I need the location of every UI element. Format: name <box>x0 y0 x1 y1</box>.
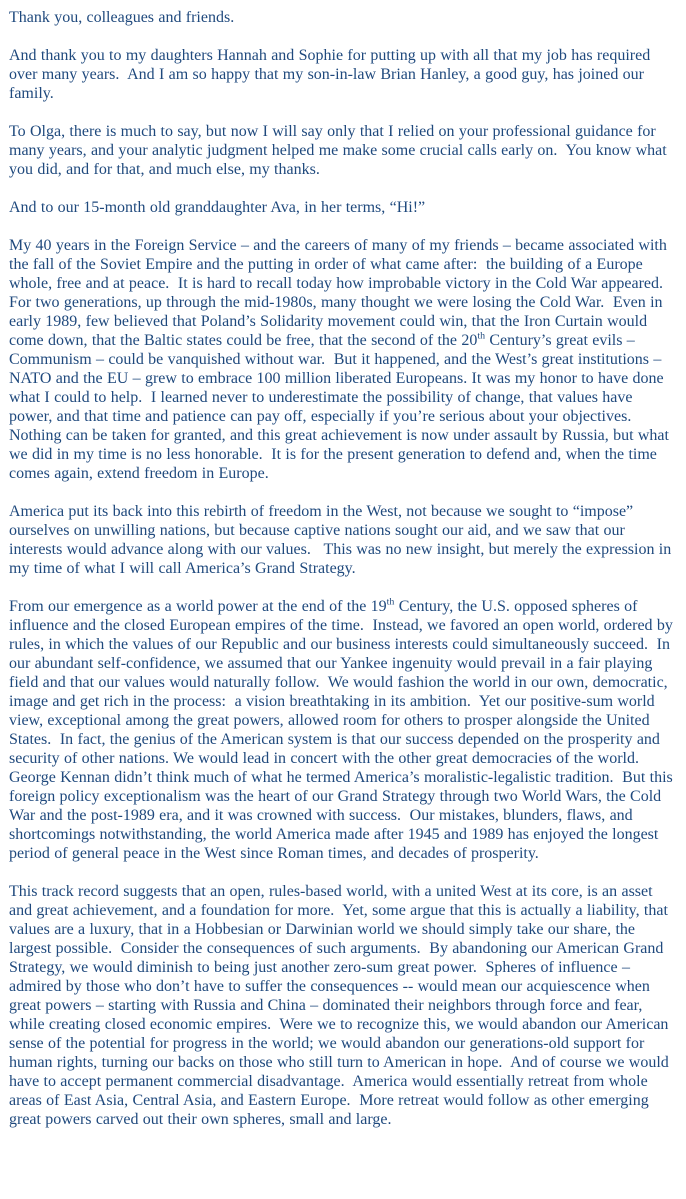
paragraph: From our emergence as a world power at the end of the 19th Century, the U.S. opposed spheres of influence and the closed European empires of the time. Instead, we favored an open world, ordered by rules, in which the values of our Republic and our business interests could simultaneously succeed. In our abundant self-confidence, we assumed that our Yankee ingenuity would prevail in a fair playing field and that our values would naturally follow. We would fashion the world in our own, democratic, image and get rich in the process: a vision breathtaking in its ambition. Yet our positive-sum world view, exceptional among the great powers, allowed room for others to prosper alongside the United States. In fact, the genius of the American system is that our success depended on the prosperity and security of other nations. We would lead in concert with the other great democracies of the world. George Kennan didn’t think much of what he termed America’s moralistic-legalistic tradition. But this foreign policy exceptionalism was the heart of our Grand Strategy through two World Wars, the Cold War and the post-1989 era, and it was crowned with success. Our mistakes, blunders, flaws, and shortcomings notwithstanding, the world America made after 1945 and 1989 has enjoyed the longest period of general peace in the West since Roman times, and decades of prosperity. <box>9 596 678 862</box>
ordinal-superscript: th <box>386 596 395 608</box>
paragraph: And to our 15-month old granddaughter Ava, in her terms, “Hi!” <box>9 199 426 216</box>
paragraph: My 40 years in the Foreign Service – and the careers of many of my friends – became associated with the fall of the Soviet Empire and the putting in order of what came after: the building of a Europe whole, free and at peace. It is hard to recall today how improbable victory in the Cold War appeared. For two generations, up through the mid-1980s, many thought we were losing the Cold War. Even in early 1989, few believed that Poland’s Solidarity movement could win, that the Iron Curtain would come down, that the Baltic states could be free, that the second of the 20th Century’s great evils – Communism – could be vanquished without war. But it happened, and the West’s great institutions – NATO and the EU – grew to embrace 100 million liberated Europeans. It was my honor to have done what I could to help. I learned never to underestimate the possibility of change, that values have power, and that time and patience can pay off, especially if you’re serious about your objectives. Nothing can be taken for granted, and this great achievement is now under assault by Russia, but what we did in my time is no less honorable. It is for the present generation to defend and, when the time comes again, extend freedom in Europe. <box>9 237 674 482</box>
paragraph: Thank you, colleagues and friends. <box>9 9 235 26</box>
paragraph: And thank you to my daughters Hannah and Sophie for putting up with all that my job has required over many years. And I am so happy that my son-in-law Brian Hanley, a good guy, has joined our family. <box>9 47 655 102</box>
paragraph: America put its back into this rebirth of freedom in the West, not because we sought to “impose” ourselves on unwilling nations, but because captive nations sought our aid, and we saw that our interests would advance along with our values. This was no new insight, but merely the expression in my time of what I will call America’s Grand Strategy. <box>9 503 676 577</box>
document-body <box>9 8 678 1129</box>
paragraph: To Olga, there is much to say, but now I will say only that I relied on your professional guidance for many years, and your analytic judgment helped me make some crucial calls early on. You know what you did, and for that, and much else, my thanks. <box>9 123 672 178</box>
ordinal-superscript: th <box>477 330 486 342</box>
paragraph: This track record suggests that an open, rules-based world, with a united West at its core, is an asset and great achievement, and a foundation for more. Yet, some argue that this is actually a liability, that values are a luxury, that in a Hobbesian or Darwinian world we should simply take our share, the largest possible. Consider the consequences of such arguments. By abandoning our American Grand Strategy, we would diminish to being just another zero-sum great power. Spheres of influence – admired by those who don’t have to suffer the consequences -- would mean our acquiescence when great powers – starting with Russia and China – dominated their neighbors through force and fear, while creating closed economic empires. Were we to recognize this, we would abandon our American sense of the potential for progress in the world; we would abandon our generations-old support for human rights, turning our backs on those who still turn to American in hope. And of course we would have to accept permanent commercial disadvantage. America would essentially retreat from whole areas of East Asia, Central Asia, and Eastern Europe. More retreat would follow as other emerging great powers carved out their own spheres, small and large. <box>9 883 674 1128</box>
